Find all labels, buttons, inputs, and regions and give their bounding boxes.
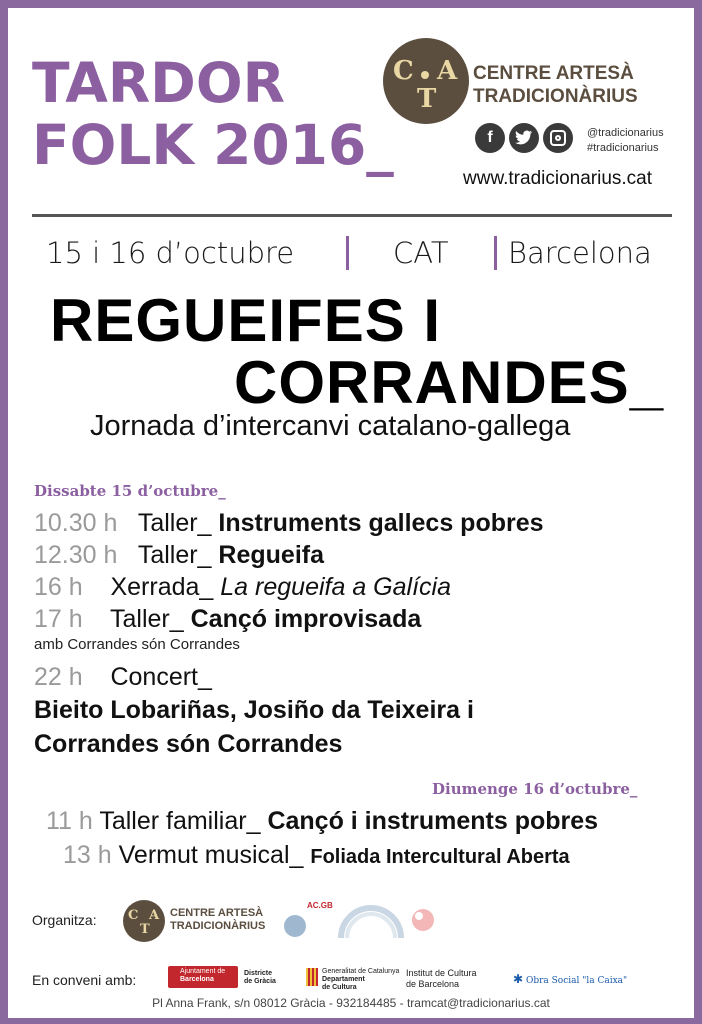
social-handle: @tradicionarius bbox=[587, 127, 664, 139]
schedule-time: 17 h bbox=[34, 605, 83, 633]
twitter-icon[interactable] bbox=[509, 123, 539, 153]
website-link[interactable]: www.tradicionarius.cat bbox=[463, 168, 653, 189]
cat-logo-small bbox=[123, 900, 165, 942]
schedule-name: Cançó i instruments pobres bbox=[267, 807, 599, 835]
star-icon: ✱ bbox=[513, 972, 524, 986]
lacaixa-label: Obra Social "la Caixa" bbox=[525, 976, 628, 986]
organizer-name-small bbox=[170, 907, 265, 933]
festival-title-line2: FOLK 2016_ bbox=[32, 113, 394, 177]
schedule-name: Cançó improvisada bbox=[190, 605, 422, 633]
footer-address: Pl Anna Frank, s/n 08012 Gràcia - 932184485 - tramcat@tradicionarius.cat bbox=[152, 996, 550, 1010]
organizer-name-small-line1: CENTRE ARTESÀ bbox=[170, 907, 264, 919]
event-city: Barcelona bbox=[508, 236, 652, 270]
social-handles bbox=[587, 126, 664, 156]
logo-letter-t: T bbox=[140, 922, 150, 937]
schedule-item bbox=[34, 662, 212, 692]
concert-artists-line2: Corrandes són Corrandes bbox=[34, 730, 343, 758]
poster bbox=[8, 8, 694, 1018]
acgb-logo-shape bbox=[284, 915, 306, 937]
schedule-type: Concert_ bbox=[110, 663, 212, 691]
festival-title-line1: TARDOR bbox=[32, 51, 285, 115]
districte-line2: de Gràcia bbox=[244, 978, 276, 985]
logo-letter-t: T bbox=[417, 84, 437, 114]
schedule-name: Regueifa bbox=[218, 541, 325, 569]
logo-dot bbox=[421, 71, 429, 79]
schedule-name: Foliada Intercultural Aberta bbox=[310, 846, 570, 868]
social-icons bbox=[475, 123, 573, 153]
ajuntament-line2: Barcelona bbox=[180, 976, 214, 983]
schedule-type: Taller_ bbox=[137, 541, 212, 569]
conveni-label: En conveni amb: bbox=[32, 972, 137, 988]
lacaixa-logo bbox=[513, 972, 627, 986]
schedule-time: 16 h bbox=[34, 573, 83, 601]
schedule-time: 11 h bbox=[46, 807, 93, 835]
ajuntament-line1: Ajuntament de bbox=[180, 968, 226, 975]
districte-line1: Districte bbox=[244, 970, 273, 977]
acgb-label: AC.GB bbox=[307, 901, 333, 910]
sunday-heading: Diumenge 16 d’octubre_ bbox=[432, 780, 638, 798]
icub-logo bbox=[406, 968, 477, 990]
schedule-item bbox=[34, 540, 324, 570]
organizer-name-line2: TRADICIONÀRIUS bbox=[473, 86, 638, 107]
organizer-name-small-line2: TRADICIONÀRIUS bbox=[170, 920, 266, 932]
header-divider bbox=[32, 214, 672, 217]
schedule-name: La regueifa a Galícia bbox=[220, 573, 451, 601]
schedule-type: Taller_ bbox=[110, 605, 184, 633]
schedule-time: 22 h bbox=[34, 663, 83, 691]
icub-line2: de Barcelona bbox=[406, 979, 460, 989]
logo-letter-c: C bbox=[128, 908, 139, 923]
separator bbox=[346, 236, 349, 270]
schedule-item bbox=[34, 508, 544, 538]
schedule-type: Taller_ bbox=[137, 509, 212, 537]
schedule-time: 13 h bbox=[63, 841, 112, 869]
concert-artists-line1: Bieito Lobariñas, Josiño da Teixeira i bbox=[34, 696, 474, 724]
organitza-label: Organitza: bbox=[32, 912, 97, 928]
saturday-heading: Dissabte 15 d’octubre_ bbox=[34, 482, 226, 500]
festival-title bbox=[32, 52, 412, 176]
organizer-name-line1: CENTRE ARTESÀ bbox=[473, 63, 634, 84]
schedule-note: amb Corrandes són Corrandes bbox=[34, 636, 240, 653]
logo-letter-c: C bbox=[393, 56, 414, 86]
facebook-icon[interactable]: f bbox=[475, 123, 505, 153]
cat-logo bbox=[383, 38, 469, 124]
gencat-line2: Departament bbox=[322, 976, 365, 983]
schedule-item bbox=[63, 840, 570, 872]
schedule-time: 12.30 h bbox=[34, 541, 118, 569]
schedule-name: Instruments gallecs pobres bbox=[218, 509, 544, 537]
instagram-icon[interactable] bbox=[543, 123, 573, 153]
event-title-line2: CORRANDES_ bbox=[234, 349, 665, 416]
social-hashtag: #tradicionarius bbox=[587, 142, 659, 154]
schedule-item bbox=[34, 604, 421, 634]
schedule-item bbox=[34, 572, 451, 602]
organizer-name bbox=[473, 62, 638, 108]
schedule-time: 10.30 h bbox=[34, 509, 118, 537]
event-venue: CAT bbox=[393, 236, 449, 270]
schedule-type: Xerrada_ bbox=[110, 573, 214, 601]
pink-logo-shape bbox=[412, 909, 434, 931]
gencat-line3: de Cultura bbox=[322, 984, 357, 991]
event-title-line1: REGUEIFES I bbox=[50, 287, 442, 354]
partner-logos bbox=[283, 900, 443, 940]
gencat-line1: Generalitat de Catalunya bbox=[322, 968, 400, 975]
schedule-item bbox=[46, 806, 598, 836]
logo-letter-a: A bbox=[437, 56, 458, 86]
logo-letter-a: A bbox=[149, 908, 160, 923]
schedule-type: Vermut musical_ bbox=[118, 841, 304, 869]
event-subtitle: Jornada d’intercanvi catalano-gallega bbox=[90, 410, 571, 442]
separator bbox=[494, 236, 497, 270]
event-dates: 15 i 16 d’octubre bbox=[46, 236, 295, 270]
icub-line1: Institut de Cultura bbox=[406, 968, 477, 978]
schedule-type: Taller familiar_ bbox=[99, 807, 261, 835]
